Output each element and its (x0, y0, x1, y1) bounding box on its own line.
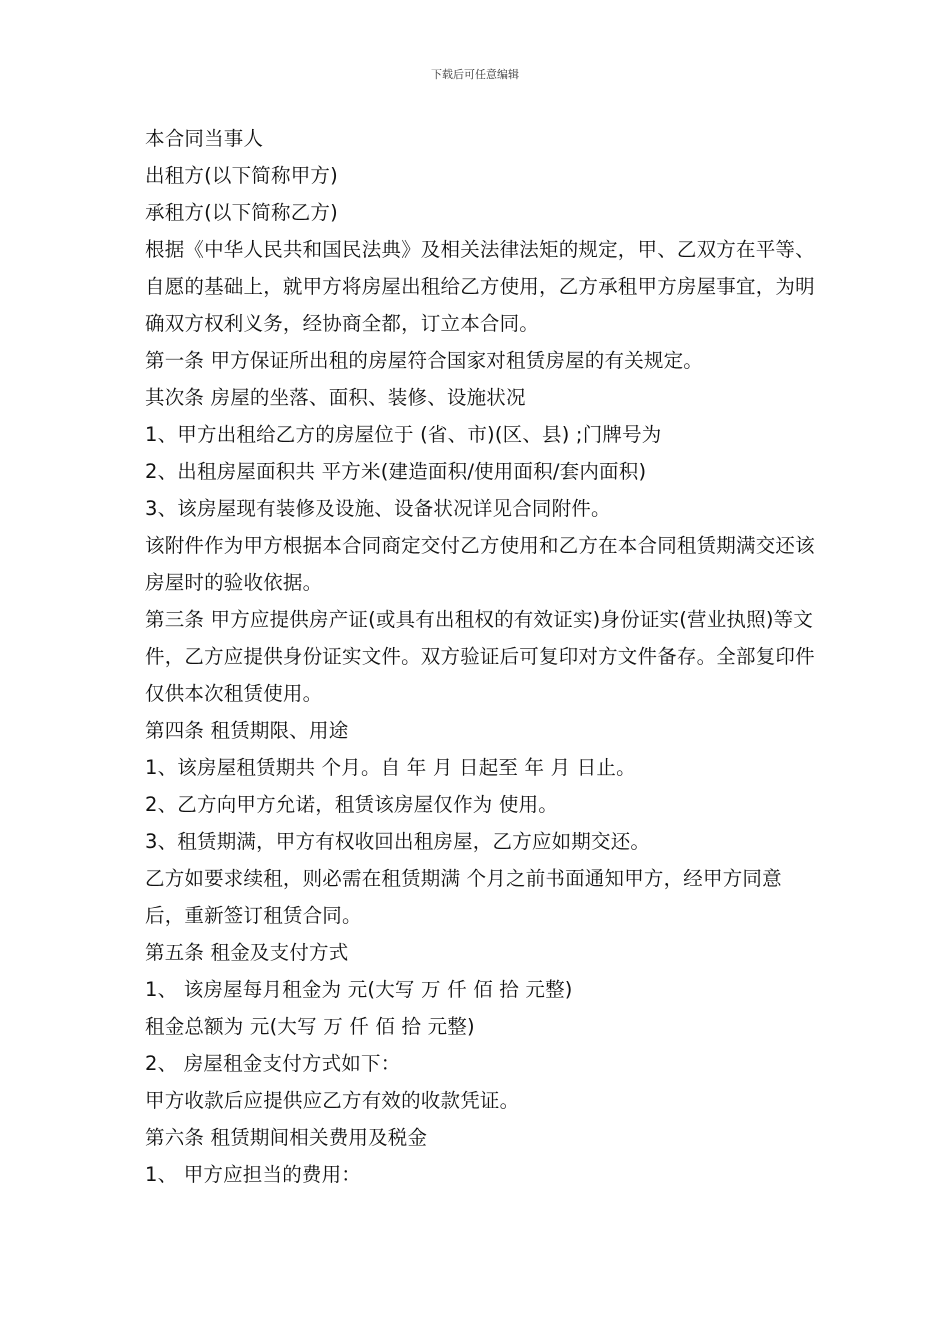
paragraph: 乙方如要求续租，则必需在租赁期满 个月之前书面通知甲方，经甲方同意后，重新签订租赁合同。 (145, 867, 782, 927)
paragraph: 本合同当事人 (145, 127, 264, 150)
list-item: 1、甲方出租给乙方的房屋位于 (省、市)(区、县) ;门牌号为 (145, 423, 662, 446)
list-item: 2、出租房屋面积共 平方米(建造面积/使用面积/套内面积) (145, 460, 647, 483)
paragraph: 出租方(以下简称甲方) (145, 164, 338, 187)
list-item: 1、该房屋租赁期共 个月。自 年 月 日起至 年 月 日止。 (145, 756, 636, 779)
list-item: 1、 甲方应担当的费用： (145, 1163, 362, 1186)
list-item: 3、该房屋现有装修及设施、设备状况详见合同附件。 (145, 497, 611, 520)
article-heading: 第五条 租金及支付方式 (145, 941, 349, 964)
paragraph: 根据《中华人民共和国民法典》及相关法律法矩的规定，甲、乙双方在平等、自愿的基础上，就甲方将房屋出租给乙方使用，乙方承租甲方房屋事宜，为明确双方权利义务，经协商全都，订立本合同。 (145, 238, 815, 335)
list-item: 2、乙方向甲方允诺，租赁该房屋仅作为 使用。 (145, 793, 559, 816)
paragraph: 租金总额为 元(大写 万 仟 佰 拾 元整) (145, 1015, 475, 1038)
paragraph: 该附件作为甲方根据本合同商定交付乙方使用和乙方在本合同租赁期满交还该房屋时的验收依据。 (145, 534, 815, 594)
list-item: 1、 该房屋每月租金为 元(大写 万 仟 佰 拾 元整) (145, 978, 573, 1001)
article-heading: 第六条 租赁期间相关费用及税金 (145, 1126, 428, 1149)
page-header-note: 下载后可任意编辑 (431, 68, 519, 81)
paragraph: 承租方(以下简称乙方) (145, 201, 338, 224)
article-heading: 第四条 租赁期限、用途 (145, 719, 349, 742)
article-heading: 第一条 甲方保证所出租的房屋符合国家对租赁房屋的有关规定。 (145, 349, 703, 372)
contract-body (145, 120, 815, 1193)
list-item: 3、租赁期满，甲方有权收回出租房屋，乙方应如期交还。 (145, 830, 651, 853)
paragraph: 甲方收款后应提供应乙方有效的收款凭证。 (145, 1089, 520, 1112)
article-heading: 第三条 甲方应提供房产证(或具有出租权的有效证实)身份证实(营业执照)等文件，乙方应提供身份证实文件。双方验证后可复印对方文件备存。全部复印件仅供本次租赁使用。 (145, 608, 815, 705)
list-item: 2、 房屋租金支付方式如下： (145, 1052, 401, 1075)
article-heading: 其次条 房屋的坐落、面积、装修、设施状况 (145, 386, 526, 409)
